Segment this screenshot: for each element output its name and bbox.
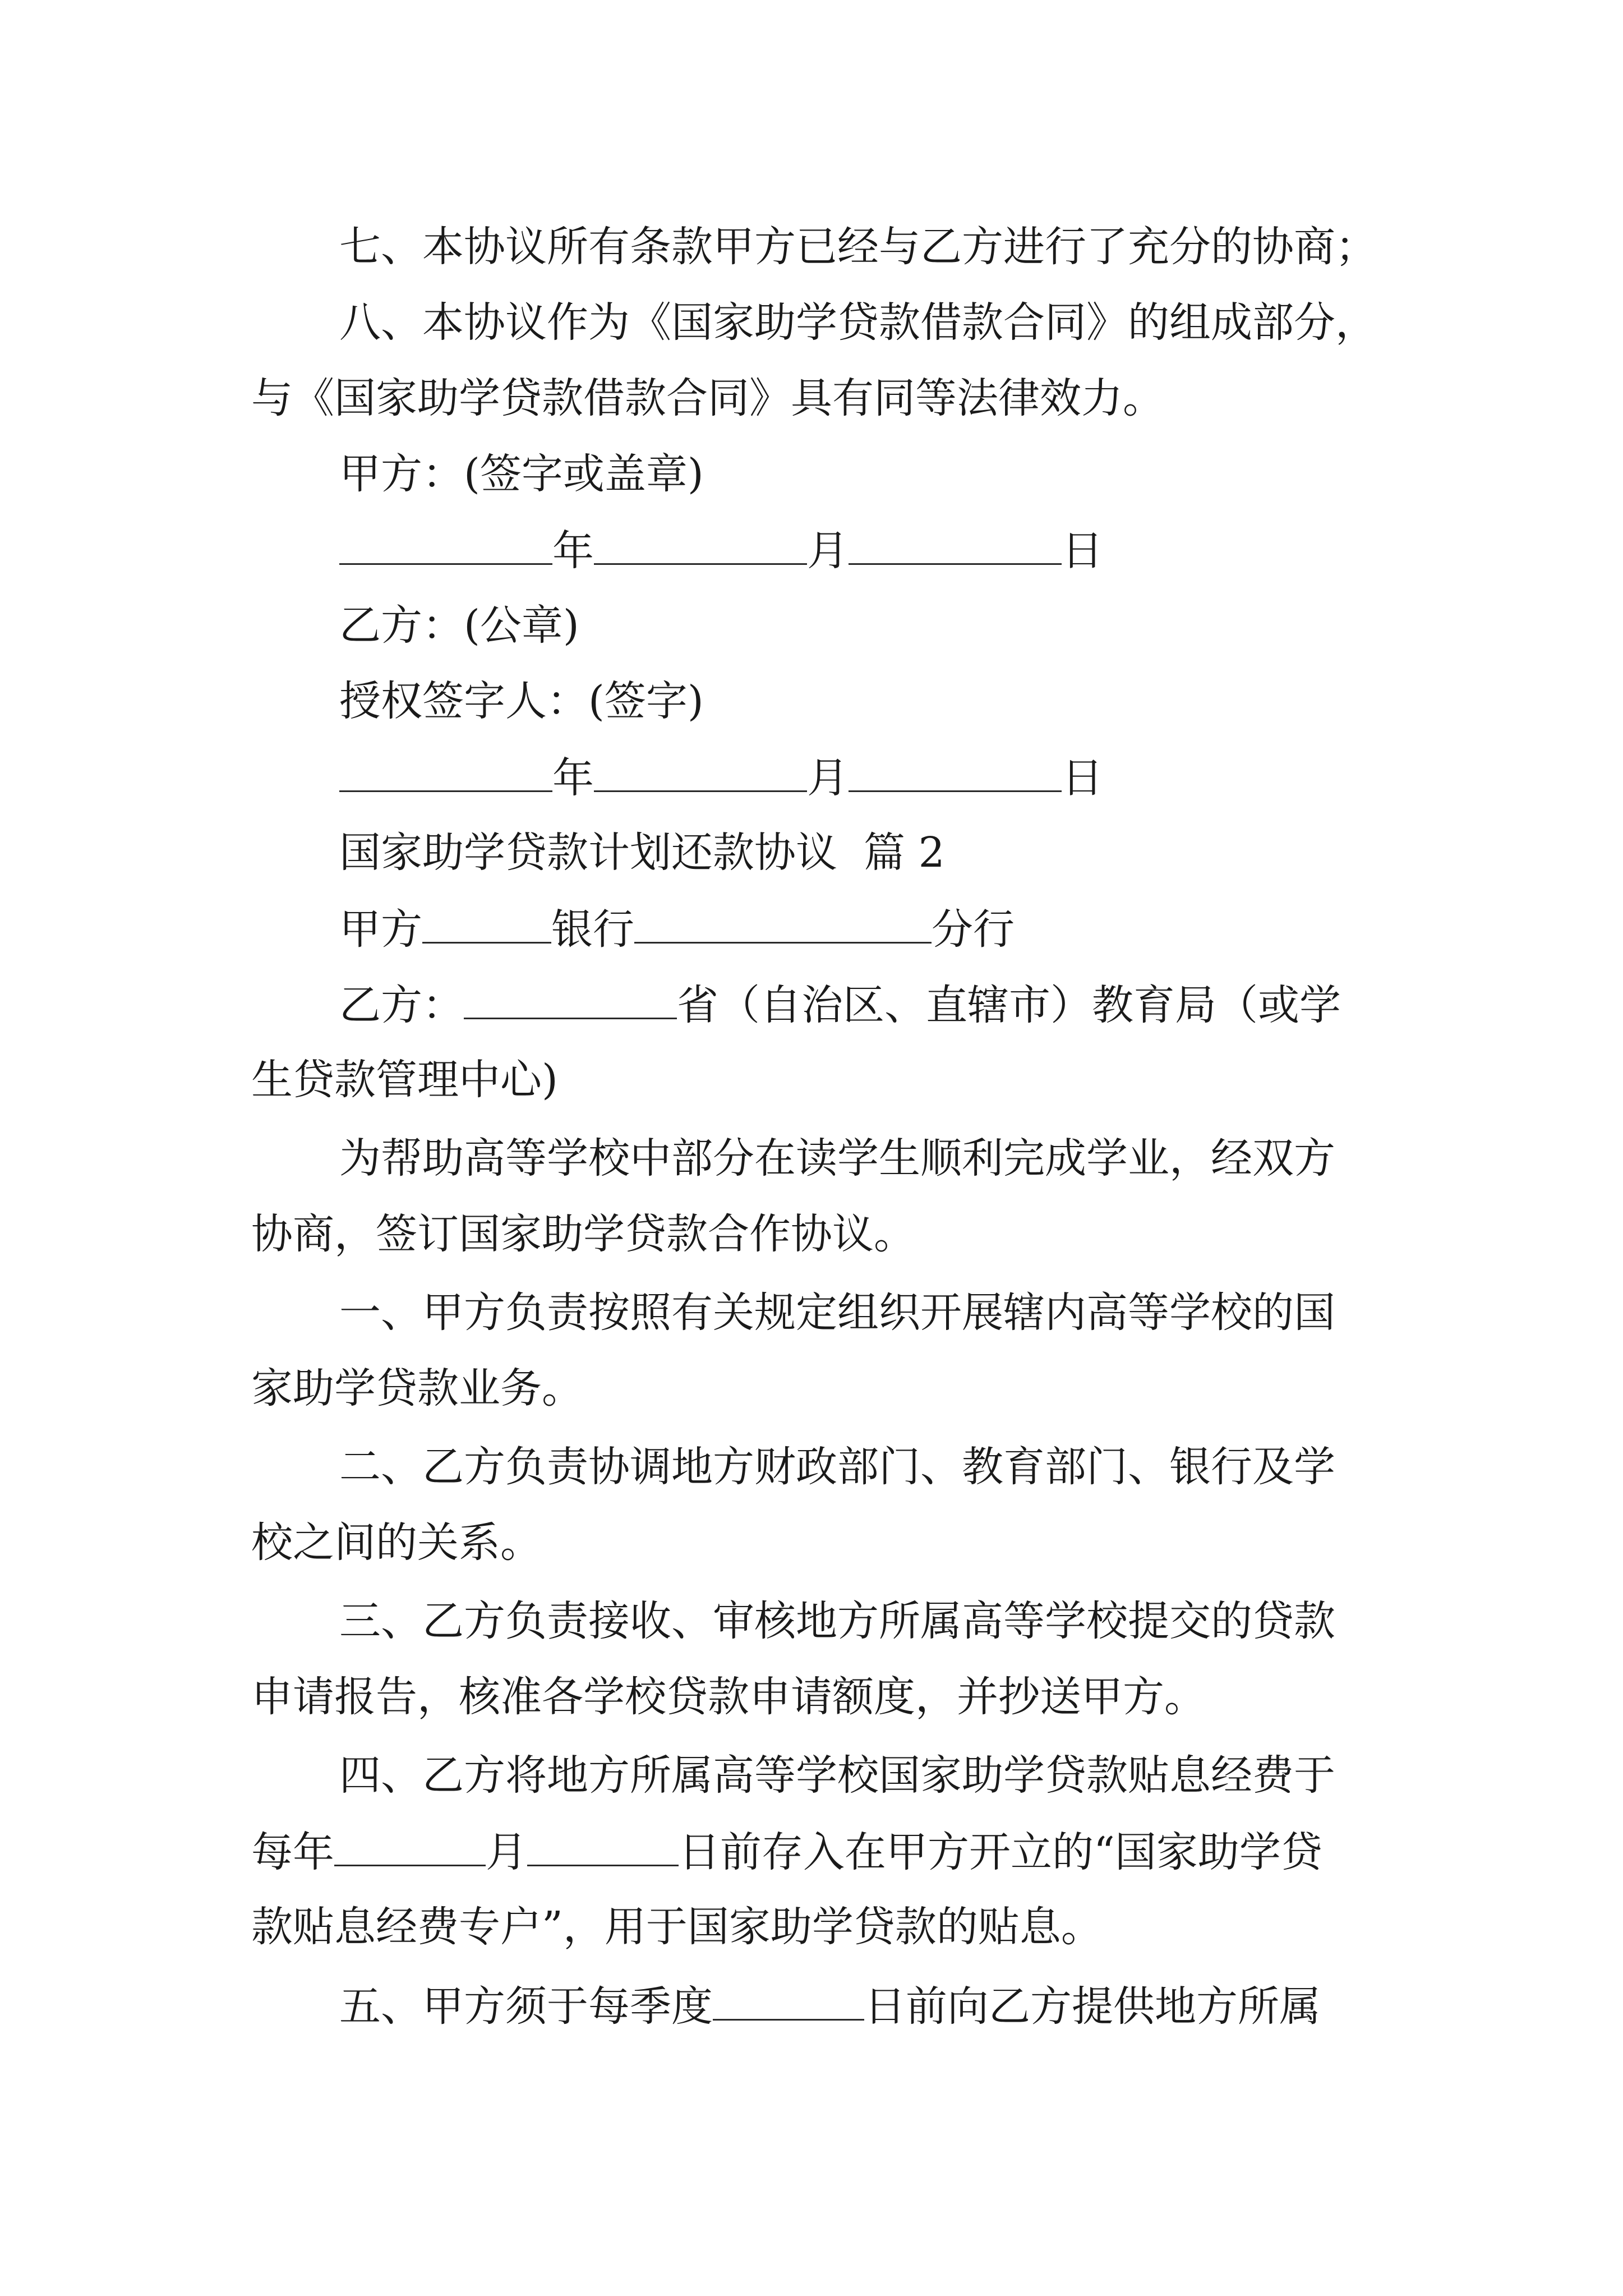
year-blank[interactable] xyxy=(339,749,552,792)
party-b-seal xyxy=(339,597,579,654)
clause-2-text-1: 二、乙方负责协调地方财政部门、教育部门、银行及学 xyxy=(339,1443,1335,1491)
quarter-day-blank[interactable] xyxy=(713,1977,864,2021)
intro-text-1: 为帮助高等学校中部分在读学生顺利完成学业，经双方 xyxy=(339,1134,1335,1182)
party-b-label: 乙方： xyxy=(339,981,464,1029)
clause-4-month: 月 xyxy=(486,1828,527,1876)
clause-1-line-1 xyxy=(339,1285,1335,1341)
party-b-seal-label: 乙方：(公章) xyxy=(339,601,579,650)
clause-4-line-1 xyxy=(339,1747,1335,1803)
clause-1-text-1: 一、甲方负责按照有关规定组织开展辖内高等学校的国 xyxy=(339,1289,1335,1337)
branch-name-blank[interactable] xyxy=(634,900,932,944)
year-label: 年 xyxy=(552,754,594,802)
intro-text-2: 协商，签订国家助学贷款合作协议。 xyxy=(251,1210,915,1258)
clause-4-text-1: 四、乙方将地方所属高等学校国家助学贷款贴息经费于 xyxy=(339,1751,1335,1800)
party-b-line-2 xyxy=(251,1052,558,1108)
clause-4-line-2 xyxy=(251,1823,1322,1879)
clause-2-line-2 xyxy=(251,1515,542,1571)
date-line-2 xyxy=(339,749,1103,805)
party-a-label: 甲方 xyxy=(339,905,422,954)
day-label: 日 xyxy=(1062,527,1103,575)
clause-5-text-b: 日前向乙方提供地方所属 xyxy=(864,1982,1321,2031)
clause-7-text: 七、本协议所有条款甲方已经与乙方进行了充分的协商； xyxy=(339,223,1377,271)
party-a-signature-label: 甲方：(签字或盖章) xyxy=(339,450,704,498)
year-label: 年 xyxy=(552,527,594,575)
party-b-text-1: 省（自治区、直辖市）教育局（或学 xyxy=(677,981,1341,1029)
clause-2-text-2: 校之间的关系。 xyxy=(251,1519,542,1567)
clause-4-each-year: 每年 xyxy=(251,1828,334,1876)
province-blank[interactable] xyxy=(464,976,677,1019)
clause-4-line-3 xyxy=(251,1899,1103,1955)
intro-line-2 xyxy=(251,1206,915,1262)
clause-7 xyxy=(339,219,1377,275)
month-label: 月 xyxy=(807,754,849,802)
branch-label: 分行 xyxy=(932,905,1015,954)
clause-2-line-1 xyxy=(339,1439,1335,1495)
bank-name-blank[interactable] xyxy=(422,900,551,944)
bank-label: 银行 xyxy=(551,905,634,954)
clause-3-line-2 xyxy=(251,1669,1206,1725)
deposit-month-blank[interactable] xyxy=(334,1823,486,1866)
day-blank[interactable] xyxy=(849,749,1062,792)
clause-8-line-1 xyxy=(339,295,1377,351)
party-a-bank-line xyxy=(339,900,1015,956)
authorized-signer-label: 授权签字人：(签字) xyxy=(339,677,704,725)
clause-4-text-2: 日前存入在甲方开立的“国家助学贷 xyxy=(679,1828,1322,1876)
month-blank[interactable] xyxy=(594,749,807,792)
day-label: 日 xyxy=(1062,754,1103,802)
intro-line-1 xyxy=(339,1130,1335,1186)
clause-8-text-1: 八、本协议作为《国家助学贷款借款合同》的组成部分， xyxy=(339,298,1377,347)
month-label: 月 xyxy=(807,527,849,575)
section-2-title xyxy=(339,825,945,881)
date-line-1 xyxy=(339,522,1103,578)
clause-5-text-a: 五、甲方须于每季度 xyxy=(339,1982,713,2031)
clause-5-line-1 xyxy=(339,1977,1321,2033)
day-blank[interactable] xyxy=(849,522,1062,565)
party-b-line-1 xyxy=(339,976,1341,1032)
clause-3-text-2: 申请报告，核准各学校贷款申请额度，并抄送甲方。 xyxy=(251,1673,1206,1721)
clause-1-line-2 xyxy=(251,1360,583,1416)
authorized-signer xyxy=(339,673,704,729)
year-blank[interactable] xyxy=(339,522,552,565)
clause-3-line-1 xyxy=(339,1593,1335,1649)
section-2-title-text: 国家助学贷款计划还款协议 篇 2 xyxy=(339,829,945,877)
party-a-signature xyxy=(339,446,704,502)
clause-3-text-1: 三、乙方负责接收、审核地方所属高等学校提交的贷款 xyxy=(339,1597,1335,1645)
clause-1-text-2: 家助学贷款业务。 xyxy=(251,1364,583,1412)
clause-4-text-3: 款贴息经费专户”，用于国家助学贷款的贴息。 xyxy=(251,1903,1103,1951)
party-b-text-2: 生贷款管理中心) xyxy=(251,1056,558,1104)
clause-8-text-2: 与《国家助学贷款借款合同》具有同等法律效力。 xyxy=(251,374,1164,422)
month-blank[interactable] xyxy=(594,522,807,565)
clause-8-line-2 xyxy=(251,370,1164,426)
deposit-day-blank[interactable] xyxy=(527,1823,679,1866)
